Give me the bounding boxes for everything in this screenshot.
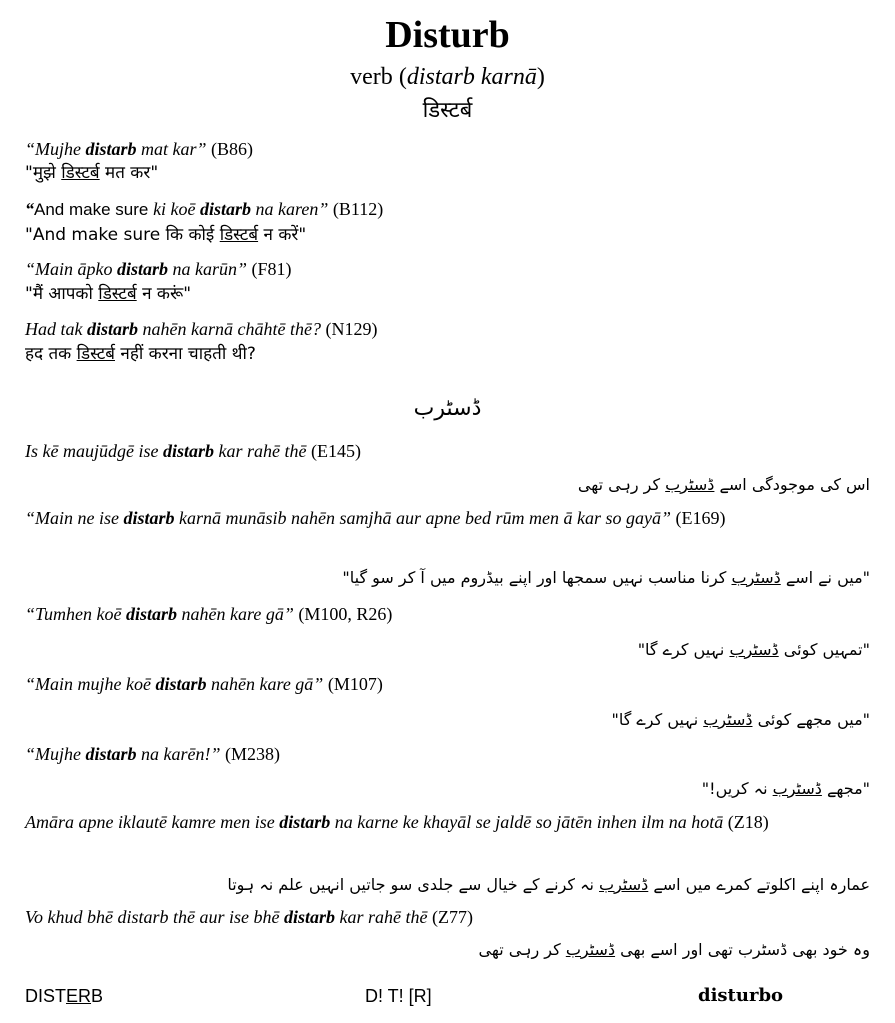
hindi-example-native: हद तक डिस्टर्ब नहीं करना चाहती थी? xyxy=(25,344,256,364)
urdu-example-native: وہ خود بھی ڈسٹرب تھی اور اسے بھی ڈسٹرب کر رہی تھی xyxy=(478,940,870,959)
urdu-example-roman: “Main ne ise distarb karnā munāsib nahēn samjhā aur apne bed rūm men ā kar so gayā” (E169) xyxy=(25,508,726,528)
hindi-example-roman: “Mujhe distarb mat kar” (B86) xyxy=(25,139,254,159)
devanagari-headword: डिस्टर्ब xyxy=(422,98,473,123)
hindi-example-native: "मुझे डिस्टर्ब मत कर" xyxy=(25,163,159,183)
pos-label: verb xyxy=(350,64,393,90)
urdu-example-roman: “Main mujhe koē distarb nahēn kare gā” (M107) xyxy=(25,674,383,694)
urdu-example-native: "مجھے ڈسٹرب نہ کریں!" xyxy=(701,779,870,798)
urdu-example-native: اس کی موجودگی اسے ڈسٹرب کر رہی تھی xyxy=(577,475,870,494)
urdu-example-roman: Amāra apne iklautē kamre men ise distarb na karne ke khayāl se jaldē so jātēn inhen ilm na hotā (Z18) xyxy=(25,812,769,832)
hindi-example-roman: “Main āpko distarb na karūn” (F81) xyxy=(25,259,292,279)
headword: Disturb xyxy=(385,14,510,56)
urdu-example-native: "تمہیں کوئی ڈسٹرب نہیں کرے گا" xyxy=(637,640,870,659)
urdu-example-native: "میں مجھے کوئی ڈسٹرب نہیں کرے گا" xyxy=(611,710,870,729)
hindi-example-roman: Had tak distarb nahēn karnā chāhtē thē? (N129) xyxy=(25,319,378,339)
urdu-headword: ڈسٹرب xyxy=(413,396,482,421)
hindi-example-roman: “And make sure ki koē distarb na karen” (B112) xyxy=(25,199,384,219)
part-of-speech: verb (distarb karnā) xyxy=(350,64,545,90)
urdu-example-roman: Vo khud bhē distarb thē aur ise bhē distarb kar rahē thē (Z77) xyxy=(25,907,473,927)
urdu-example-native: عمارہ اپنے اکلوتے کمرے میں اسے ڈسٹرب نہ کرنے کے خیال سے جلدی سو جاتیں انہیں علم نہ ہوتا xyxy=(227,875,870,894)
pronunciation-respelling: DISTERB xyxy=(25,986,104,1006)
blackletter-word: disturbo xyxy=(698,985,784,1006)
hindi-example-native: "मैं आपको डिस्टर्ब न करूं" xyxy=(25,284,192,304)
urdu-example-roman: “Mujhe distarb na karēn!” (M238) xyxy=(25,744,281,764)
phonetic-code: D! T! [R] xyxy=(365,986,432,1006)
pos-gloss: distarb karnā xyxy=(406,64,537,90)
urdu-example-native: "میں نے اسے ڈسٹرب کرنا مناسب نہیں سمجھا اور اپنے بیڈروم میں آ کر سو گیا" xyxy=(342,568,870,587)
urdu-example-roman: “Tumhen koē distarb nahēn kare gā” (M100, R26) xyxy=(25,604,393,624)
hindi-example-native: "And make sure कि कोई डिस्टर्ब न करें" xyxy=(25,225,307,245)
urdu-example-roman: Is kē maujūdgē ise distarb kar rahē thē (E145) xyxy=(25,441,361,461)
